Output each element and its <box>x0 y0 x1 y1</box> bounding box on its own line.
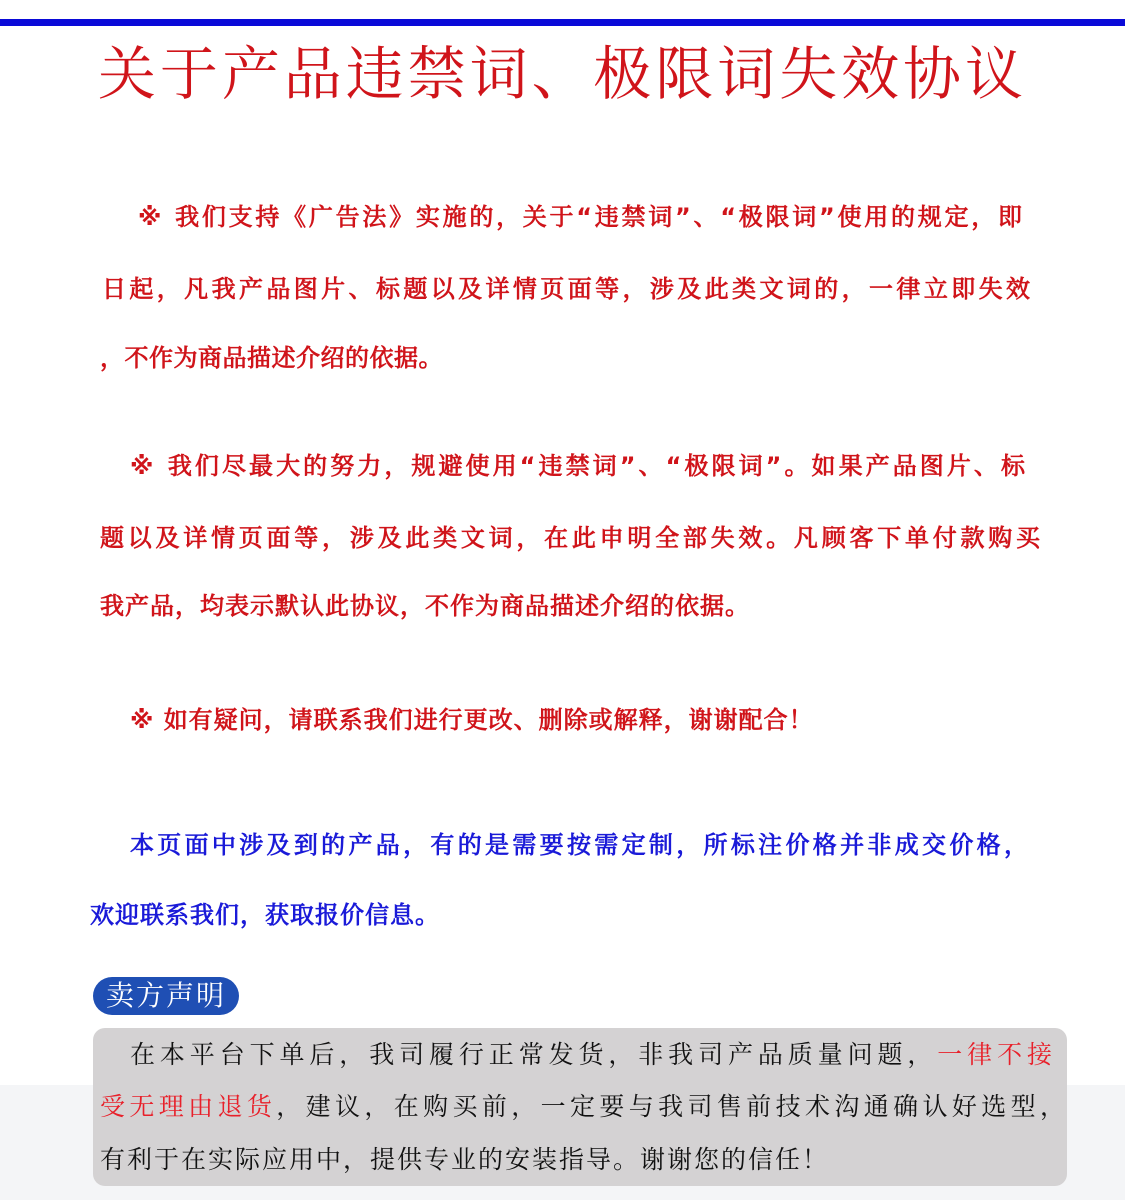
pricing-note-line-2: 欢迎联系我们，获取报价信息。 <box>90 901 440 929</box>
statement-line-2-text: ，建议，在购买前，一定要与我司售前技术沟通确认好选型， <box>276 1092 1065 1121</box>
statement-line-1 <box>130 1038 1052 1072</box>
notice-2-line-1: ※ 我们尽最大的努力，规避使用“违禁词”、“极限词”。如果产品图片、标 <box>130 452 1025 480</box>
notice-2-line-2: 题以及详情页面等，涉及此类文词，在此申明全部失效。凡顾客下单付款购买 <box>100 524 1040 552</box>
statement-line-3: 有利于在实际应用中，提供专业的安装指导。谢谢您的信任！ <box>100 1145 830 1174</box>
statement-line-2 <box>100 1090 1065 1124</box>
notice-3-line-1: ※ 如有疑问，请联系我们进行更改、删除或解释，谢谢配合！ <box>130 706 814 734</box>
top-divider-bar <box>0 19 1125 26</box>
notice-2-line-3: 我产品，均表示默认此协议，不作为商品描述介绍的依据。 <box>100 592 750 620</box>
notice-1-line-1: ※ 我们支持《广告法》实施的，关于“违禁词”、“极限词”使用的规定，即 <box>138 203 1022 231</box>
statement-line-1-text: 在本平台下单后，我司履行正常发货，非我司产品质量问题， <box>130 1040 938 1069</box>
seller-statement-badge: 卖方声明 <box>93 977 239 1015</box>
statement-line-1-highlight: 一律不接 <box>937 1040 1052 1069</box>
statement-line-2-highlight: 受无理由退货 <box>100 1092 277 1121</box>
pricing-note-line-1: 本页面中涉及到的产品，有的是需要按需定制，所标注价格并非成交价格， <box>130 831 1028 859</box>
notice-1-line-2: 日起，凡我产品图片、标题以及详情页面等，涉及此类文词的，一律立即失效 <box>102 275 1030 303</box>
page-title: 关于产品违禁词、极限词失效协议 <box>98 40 1023 108</box>
notice-1-line-3: ，不作为商品描述介绍的依据。 <box>100 344 443 372</box>
